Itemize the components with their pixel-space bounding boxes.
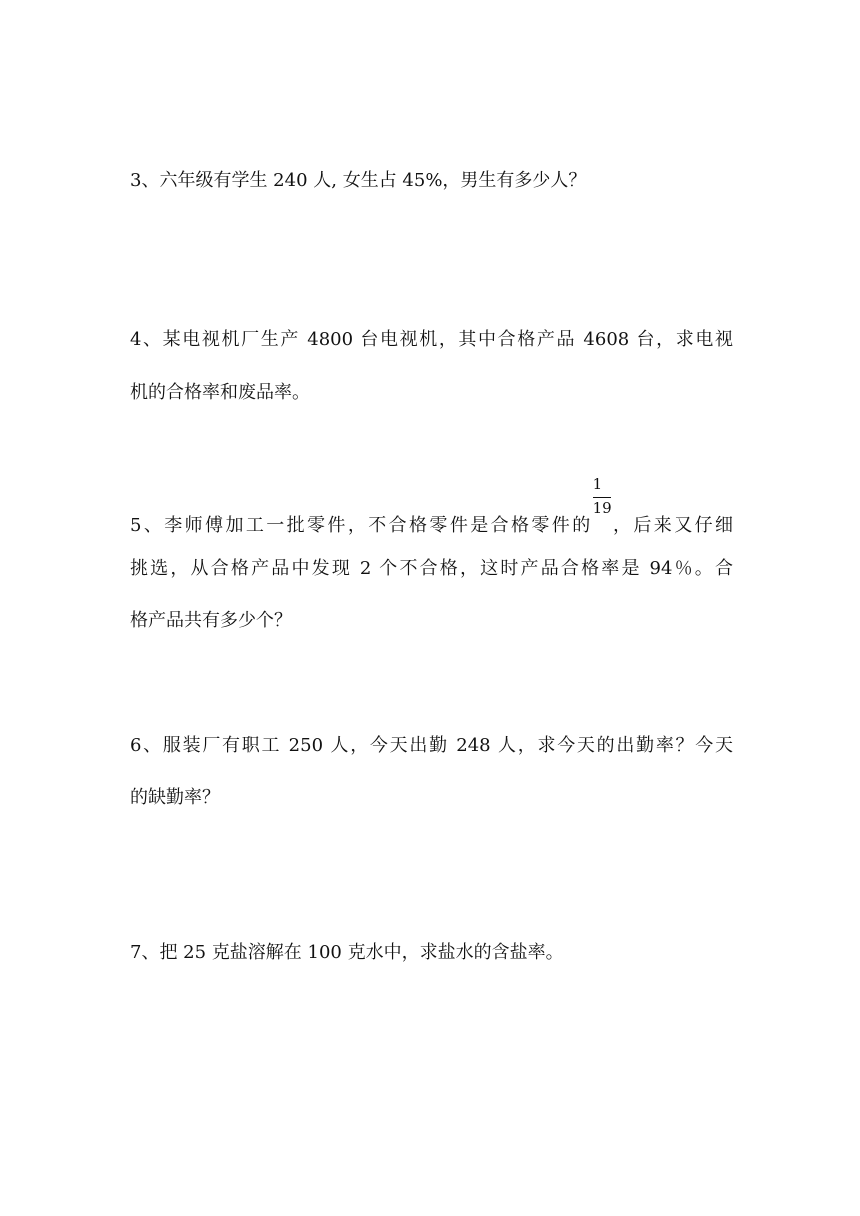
question-5-text-after-fraction: ，后来又仔细 [610, 515, 733, 536]
question-4-line-1: 4、某电视机厂生产 4800 台电视机，其中合格产品 4608 台，求电视 [130, 329, 733, 350]
fraction-denominator: 19 [592, 499, 612, 517]
fraction [592, 475, 612, 539]
fraction-numerator: 1 [592, 475, 603, 493]
question-5-line-1 [130, 475, 733, 539]
question-5-line-2: 挑选，从合格产品中发现 2 个不合格，这时产品合格率是 94％。合 [130, 558, 733, 579]
question-3-line-1: 3、六年级有学生 240 人, 女生占 45%，男生有多少人？ [130, 170, 587, 191]
question-6-line-1: 6、服装厂有职工 250 人，今天出勤 248 人，求今天的出勤率？今天 [130, 735, 733, 756]
question-5-text-before-fraction: 5、李师傅加工一批零件，不合格零件是合格零件的 [130, 515, 593, 536]
question-7-line-1: 7、把 25 克盐溶解在 100 克水中，求盐水的含盐率。 [130, 942, 564, 963]
fraction-bar [593, 497, 611, 498]
question-4-line-2: 机的合格率和废品率。 [130, 382, 310, 403]
question-5-line-3: 格产品共有多少个？ [130, 610, 292, 631]
question-6-line-2: 的缺勤率？ [130, 787, 220, 808]
